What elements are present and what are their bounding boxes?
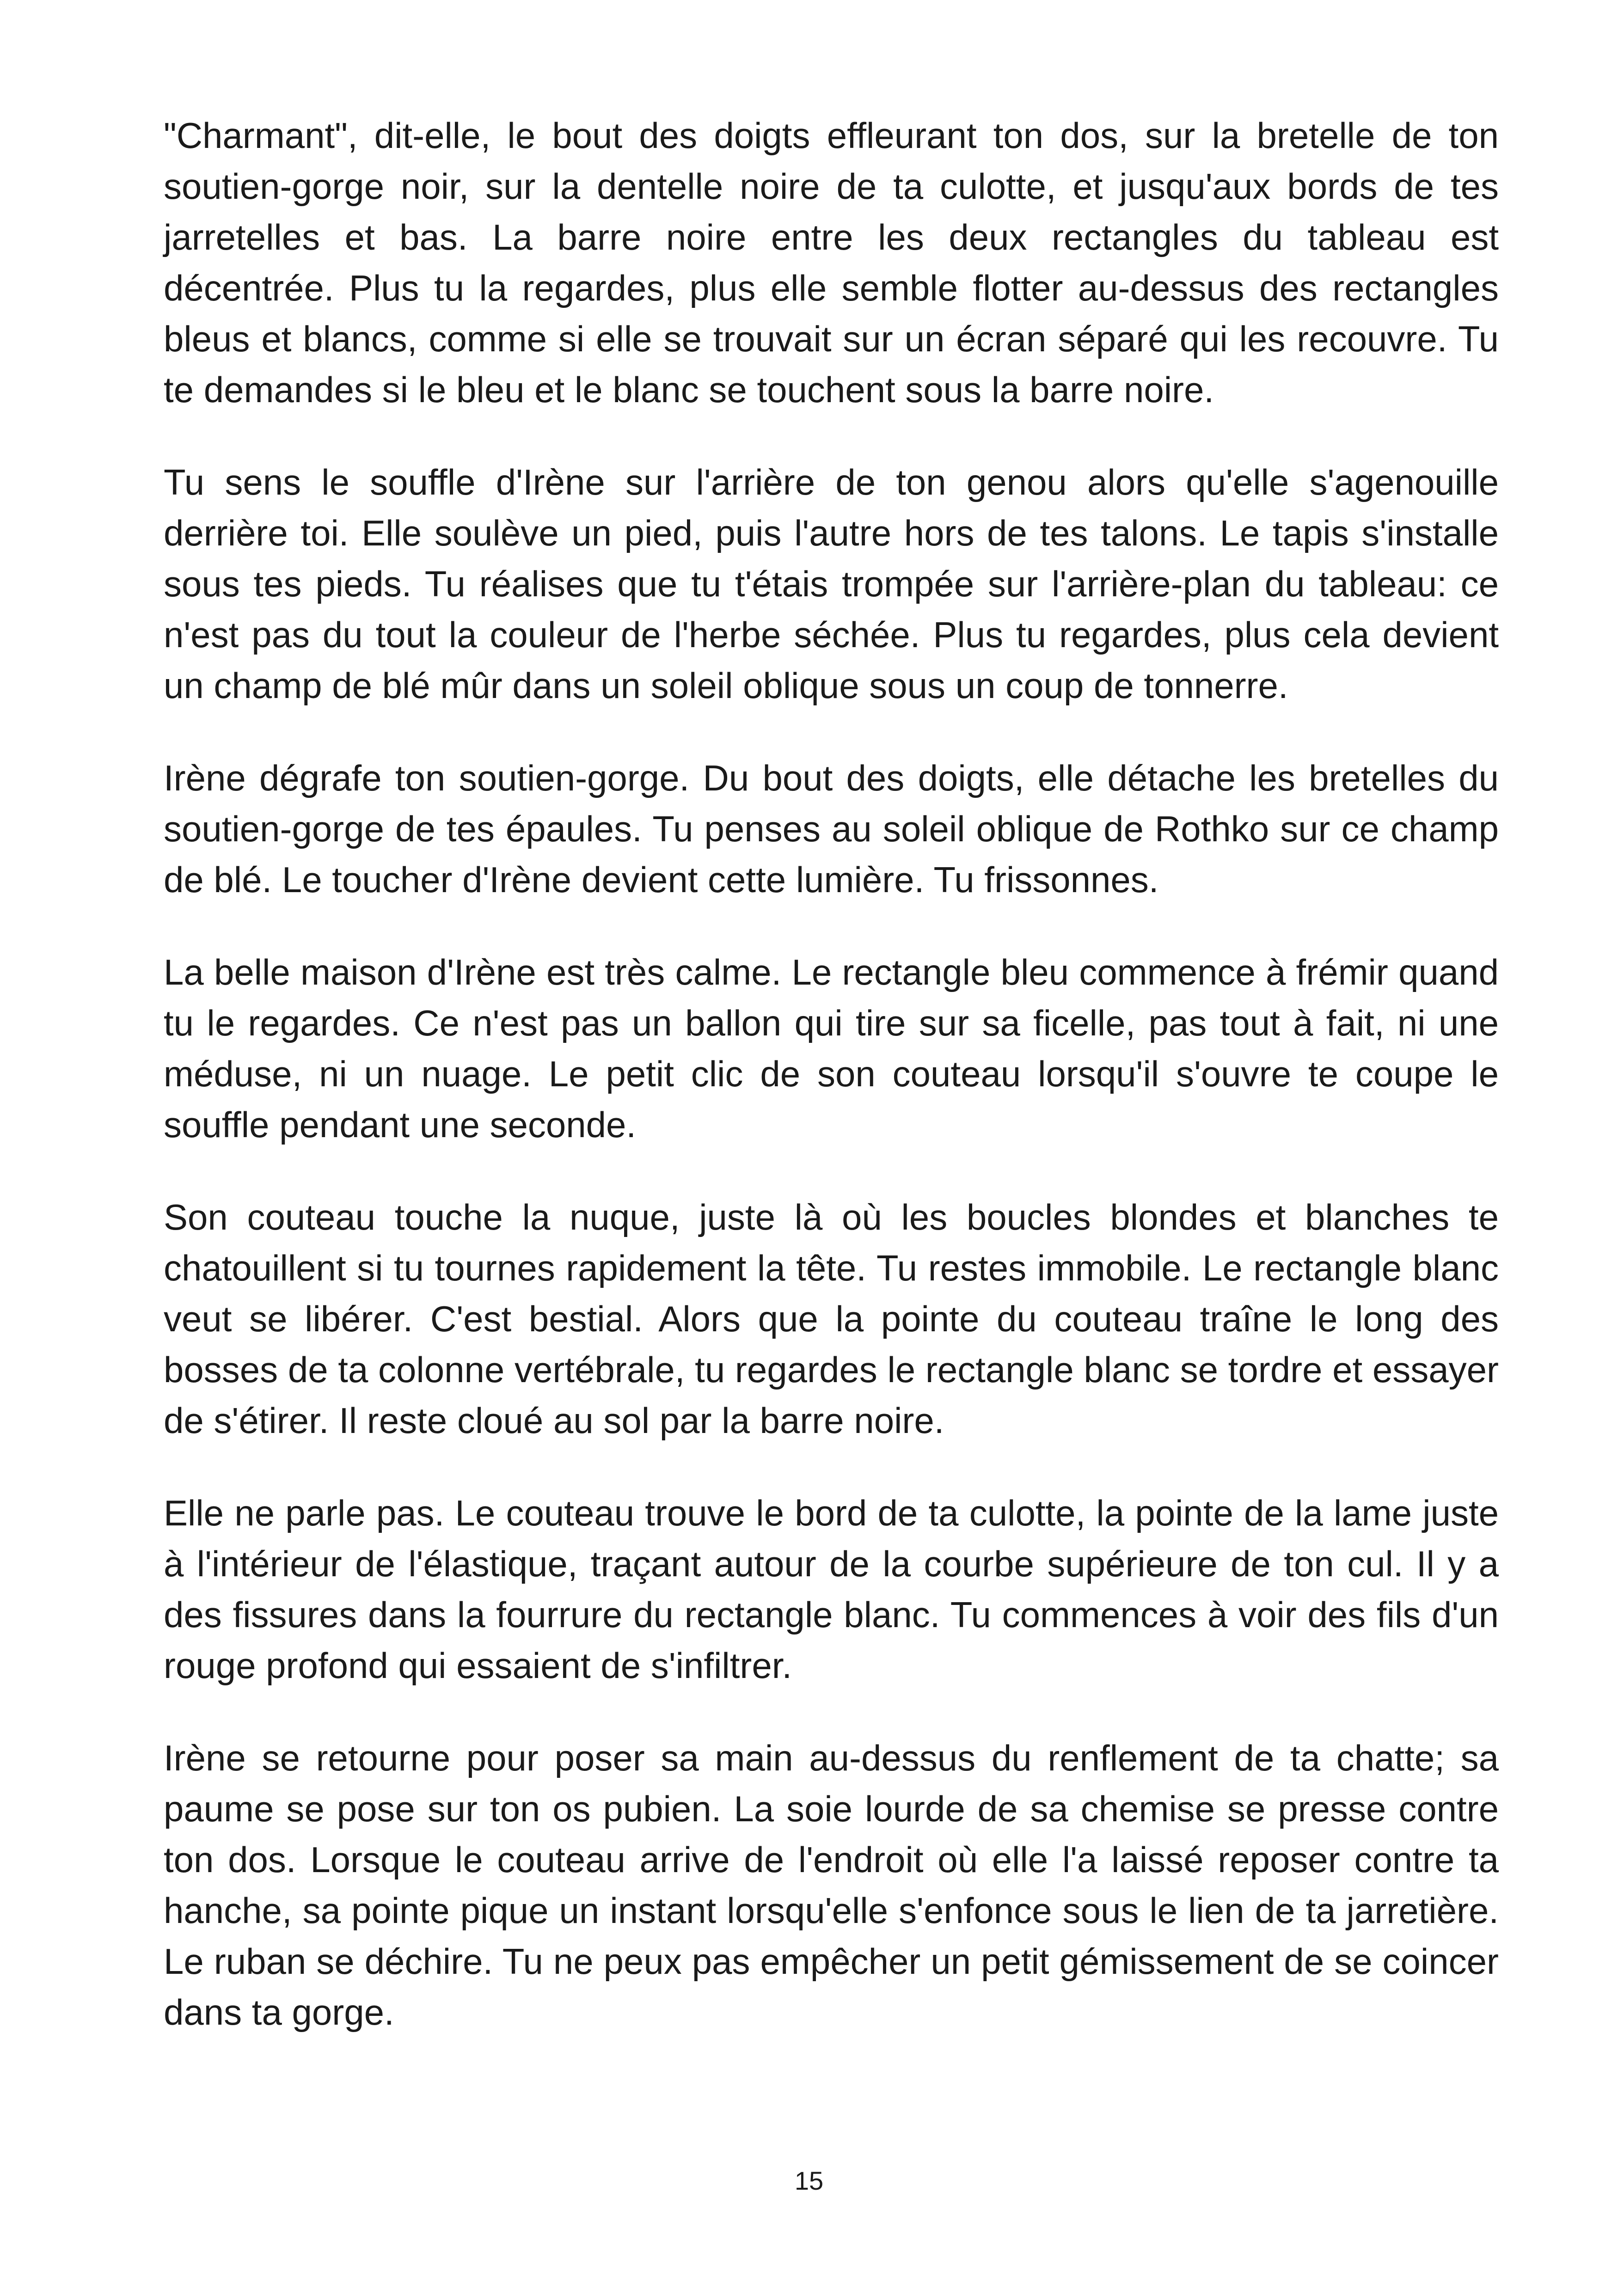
paragraph-7: Irène se retourne pour poser sa main au-dessus du renflement de ta chatte; sa paume se pose sur ton os pubien. La soie lourde de sa chemise se presse contre ton dos. Lorsque le couteau arrive de l'endroit où elle l'a laissé reposer contre ta hanche, sa pointe pique un instant lorsqu'elle s'enfonce sous le lien de ta jarretière. Le ruban se déchire. Tu ne peux pas empêcher un petit gémissement de se coincer dans ta gorge.	[164, 1738, 1499, 2033]
paragraph-2: Tu sens le souffle d'Irène sur l'arrière de ton genou alors qu'elle s'agenouille derrière toi. Elle soulève un pied, puis l'autre hors de tes talons. Le tapis s'installe sous tes pieds. Tu réalises que tu t'étais trompée sur l'arrière-plan du tableau: ce n'est pas du tout la couleur de l'herbe séchée. Plus tu regardes, plus cela devient un champ de blé mûr dans un soleil oblique sous un coup de tonnerre.	[164, 462, 1499, 706]
paragraph-5: Son couteau touche la nuque, juste là où les boucles blondes et blanches te chatouillent si tu tournes rapidement la tête. Tu restes immobile. Le rectangle blanc veut se libérer. C'est bestial. Alors que la pointe du couteau traîne le long des bosses de ta colonne vertébrale, tu regardes le rectangle blanc se tordre et essayer de s'étirer. Il reste cloué au sol par la barre noire.	[164, 1197, 1499, 1441]
page-number: 15	[794, 2166, 824, 2195]
page-body	[164, 110, 1499, 2079]
paragraph-1: "Charmant", dit-elle, le bout des doigts effleurant ton dos, sur la bretelle de ton soutien-gorge noir, sur la dentelle noire de ta culotte, et jusqu'aux bords de tes jarretelles et bas. La barre noire entre les deux rectangles du tableau est décentrée. Plus tu la regardes, plus elle semble flotter au-dessus des rectangles bleus et blancs, comme si elle se trouvait sur un écran séparé qui les recouvre. Tu te demandes si le bleu et le blanc se touchent sous la barre noire.	[164, 115, 1499, 410]
paragraph-4: La belle maison d'Irène est très calme. Le rectangle bleu commence à frémir quand tu le regardes. Ce n'est pas un ballon qui tire sur sa ficelle, pas tout à fait, ni une méduse, ni un nuage. Le petit clic de son couteau lorsqu'il s'ouvre te coupe le souffle pendant une seconde.	[164, 952, 1499, 1145]
paragraph-6: Elle ne parle pas. Le couteau trouve le bord de ta culotte, la pointe de la lame juste à l'intérieur de l'élastique, traçant autour de la courbe supérieure de ton cul. Il y a des fissures dans la fourrure du rectangle blanc. Tu commences à voir des fils d'un rouge profond qui essaient de s'infiltrer.	[164, 1493, 1499, 1686]
paragraph-3: Irène dégrafe ton soutien-gorge. Du bout des doigts, elle détache les bretelles du soutien-gorge de tes épaules. Tu penses au soleil oblique de Rothko sur ce champ de blé. Le toucher d'Irène devient cette lumière. Tu frissonnes.	[164, 758, 1499, 900]
